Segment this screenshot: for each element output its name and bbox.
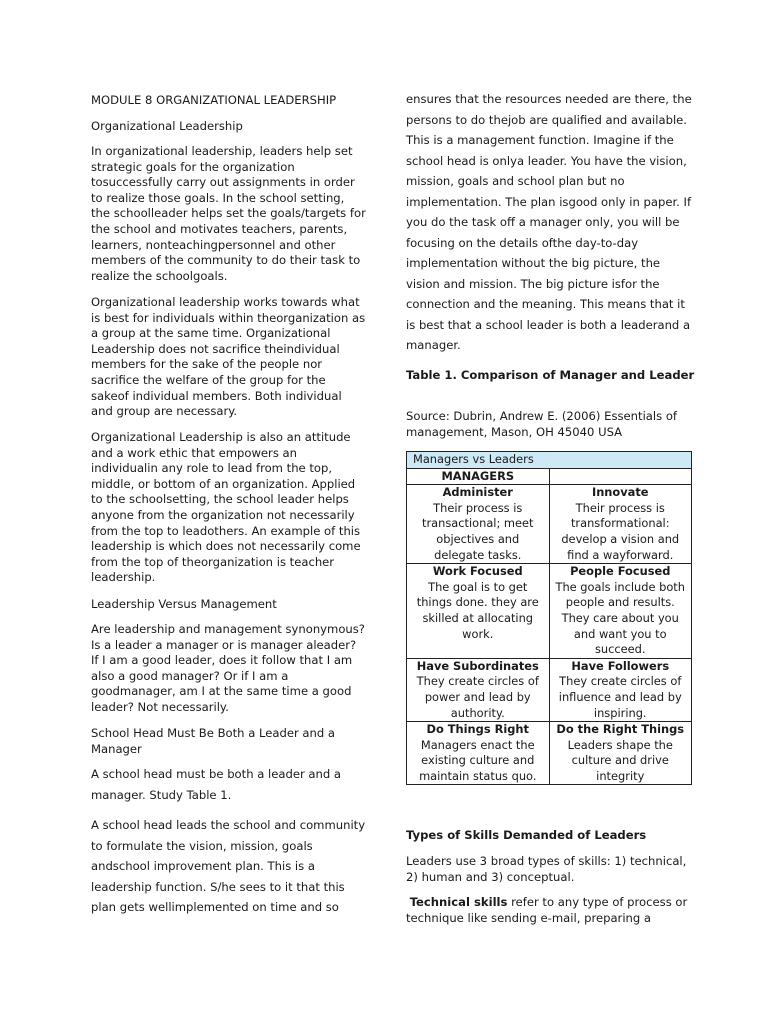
comparison-table [406, 451, 692, 785]
table-title: Table 1. Comparison of Manager and Leader [406, 368, 695, 382]
leader-trait: Have Followers [571, 658, 670, 673]
leader-cell [549, 564, 692, 659]
manager-description: They create circles of power and lead by authority. [416, 674, 539, 720]
table-row [407, 564, 692, 659]
paragraph-org-leadership-1: In organizational leadership, leaders help set strategic goals for the organization tosuccessfully carry out assignments in order to realize those goals. In the school setting, the schoolleader helps set the goals/targets for the school and motivates teachers, parents, learners, nonteachingpersonnel and other members of the community to do their task to realize the schoolgoals. [91, 144, 366, 283]
paragraph-org-leadership-3: Organizational Leadership is also an attitude and a work ethic that empowers an individualin any role to lead from the top, middle, or bottom of an organization. Applied to the schoolsetting, the school leader helps anyone from the organization not necessarily from the top to leadothers. An example of this leadership is which does not necessarily come from the top of theorganization is teacher leadership. [91, 430, 361, 585]
column-header-leaders [549, 468, 692, 485]
section-title: Organizational Leadership [91, 119, 243, 133]
manager-description: The goal is to get things done. they are skilled at allocating work. [416, 579, 539, 641]
manager-cell [407, 564, 550, 659]
leader-trait: People Focused [570, 564, 671, 579]
table-row [407, 485, 692, 564]
paragraph-continued: ensures that the resources needed are there, the persons to do thejob are qualified and available. This is a management function. Imagine if the school head is onlya leader. You have the vision, mission, goals and school plan but no implementation. The plan isgood only in paper. If you do the task off a manager only, you will be focusing on the details ofthe day-to-day implementation without the big picture, the vision and mission. The big picture isfor the connection and the meaning. This means that it is best that a school leader is both a leaderand a manager. [406, 92, 692, 352]
manager-trait: Do Things Right [426, 722, 529, 737]
table-row [407, 658, 692, 721]
technical-skills-text: refer to any type of process or technique like sending e-mail, preparing a [406, 895, 688, 925]
skills-paragraph-1: Leaders use 3 broad types of skills: 1) technical, 2) human and 3) conceptual. [406, 854, 687, 884]
manager-cell [407, 658, 550, 721]
heading-school-head: School Head Must Be Both a Leader and a Manager [91, 726, 336, 756]
manager-trait: Work Focused [432, 564, 523, 579]
leader-cell [549, 658, 692, 721]
paragraph-school-head-2: A school head leads the school and community to formulate the vision, mission, goals andschool improvement plan. This is a leadership function. S/he sees to it that this plan gets wellimplemented on time and so [91, 818, 366, 914]
skills-heading: Types of Skills Demanded of Leaders [406, 828, 647, 842]
leader-trait: Do the Right Things [556, 722, 685, 737]
leader-trait: Innovate [591, 485, 649, 500]
table-source: Source: Dubrin, Andrew E. (2006) Essentials of management, Mason, OH 45040 USA [406, 409, 678, 439]
paragraph-leadership-vs-management: Are leadership and management synonymous? Is a leader a manager or is manager aleader? If I am a good leader, does it follow that I am also a good manager? Or if I am a goodmanager, am I at the same time a good leader? Not necessarily. [91, 622, 365, 714]
paragraph-school-head-1: A school head must be both a leader and a manager. Study Table 1. [91, 767, 342, 802]
table-row [407, 722, 692, 785]
table-caption: Managers vs Leaders [407, 452, 692, 469]
leader-description: They create circles of influence and lead by inspiring. [558, 674, 682, 720]
leader-cell [549, 722, 692, 785]
manager-trait: Have Subordinates [416, 658, 539, 673]
leader-description: Their process is transformational: develop a vision and find a wayforward. [561, 500, 680, 562]
technical-skills-term: Technical skills [409, 895, 508, 909]
manager-cell [407, 722, 550, 785]
leader-description: The goals include both people and results. They care about you and want you to succeed. [555, 579, 685, 657]
manager-description: Their process is transactional; meet objectives and delegate tasks. [421, 500, 534, 562]
module-title: MODULE 8 ORGANIZATIONAL LEADERSHIP [91, 93, 337, 107]
manager-description: Managers enact the existing culture and maintain status quo. [419, 737, 537, 783]
leader-description: Leaders shape the culture and drive integrity [567, 737, 673, 783]
manager-trait: Administer [442, 485, 513, 500]
heading-leadership-vs-management: Leadership Versus Management [91, 597, 277, 611]
column-header-managers: MANAGERS [407, 468, 550, 485]
manager-cell [407, 485, 550, 564]
paragraph-org-leadership-2: Organizational leadership works towards what is best for individuals within theorganization as a group at the same time. Organizational Leadership does not sacrifice theindividual members for the sake of the people nor sacrifice the welfare of the group for the sakeof individual members. Both individual and group are necessary. [91, 295, 366, 419]
leader-cell [549, 485, 692, 564]
skills-paragraph-2 [406, 895, 696, 926]
